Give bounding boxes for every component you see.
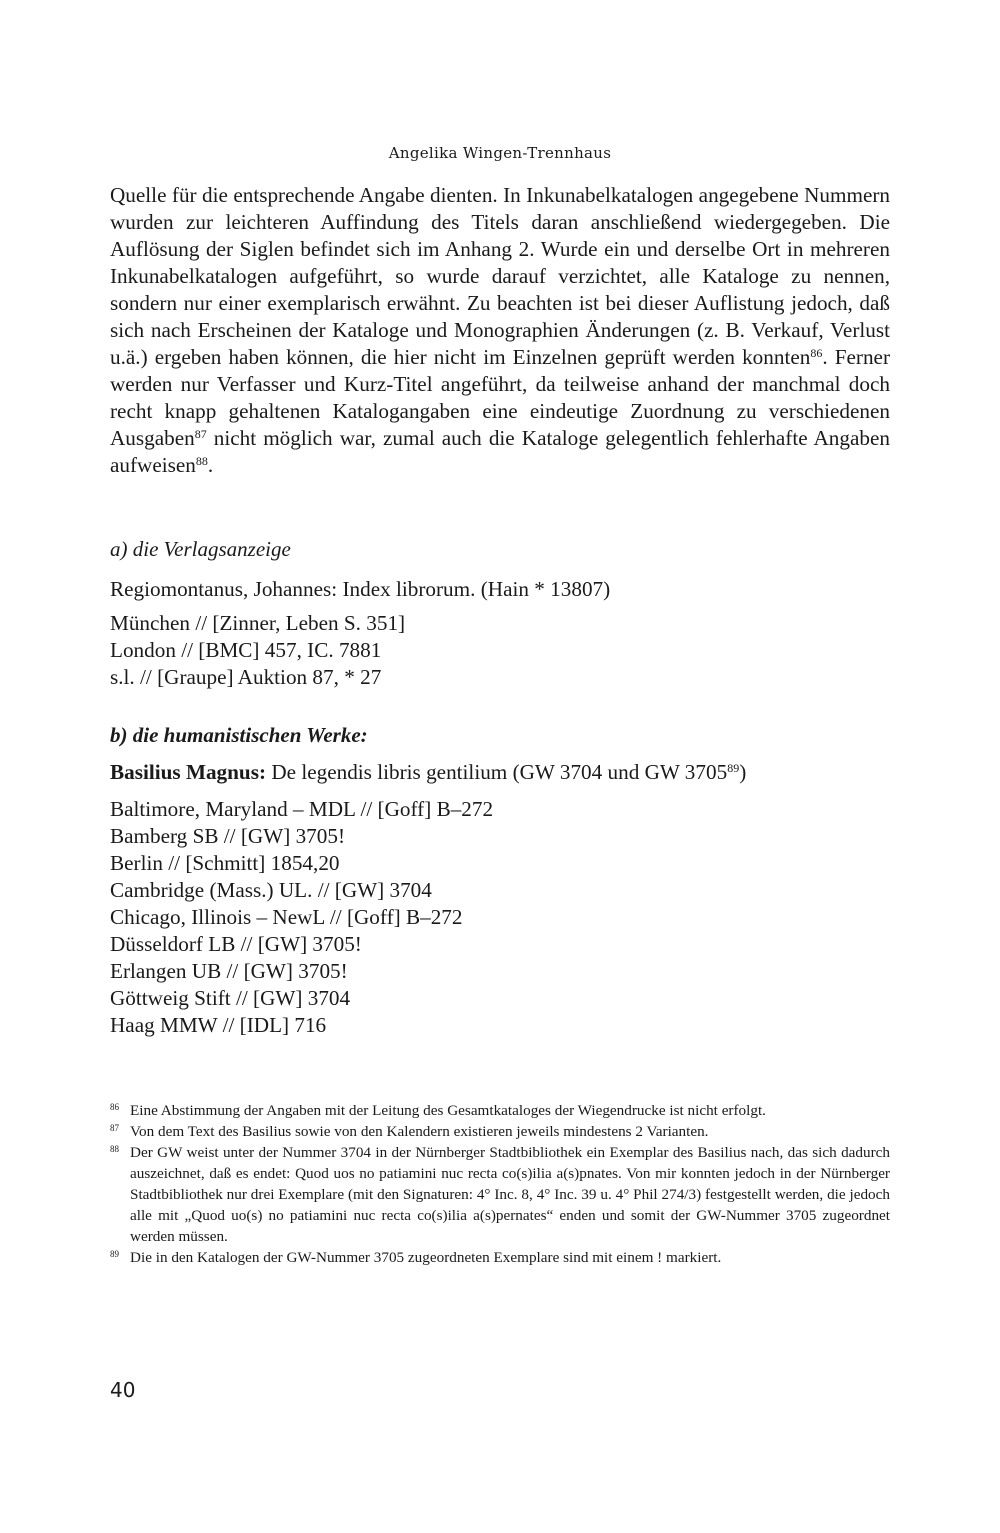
footnote-ref-89[interactable]: 89 — [727, 761, 740, 775]
footnote-text: Von dem Text des Basilius sowie von den Kalendern existieren jeweils mindestens 2 Varianten. — [130, 1123, 709, 1140]
footnote-text: Der GW weist unter der Nummer 3704 in der Nürnberger Stadtbibliothek ein Exemplar des Basilius nach, das sich dadurch auszeichnet, daß es endet: Quod uos no patiamini nuc recta co(s)ilia a(s)pnates. Von mir konnten jedoch in der Nürnberger Stadtbibliothek nur drei Exemplare (mit den Signaturen: 4° Inc. 8, 4° Inc. 39 u. 4° Phil 274/3) festgestellt werden, die jedoch alle mit „Quod uo(s) no patiamini nuc recta co(s)ilia a(s)pernates“ enden und somit der GW-Nummer 3705 zugeordnet werden müssen. — [130, 1144, 890, 1245]
footnote-87 — [110, 1121, 890, 1142]
list-item: Baltimore, Maryland – MDL // [Goff] B–272 — [110, 797, 494, 821]
paragraph-text: . — [207, 453, 214, 477]
footnote-89 — [110, 1247, 890, 1268]
section-b-title — [110, 760, 746, 785]
footnote-86 — [110, 1100, 890, 1121]
section-a-heading: a) die Verlagsanzeige — [110, 537, 291, 561]
section-b-list — [110, 796, 493, 1039]
list-item: München // [Zinner, Leben S. 351] — [110, 611, 406, 635]
list-item: Berlin // [Schmitt] 1854,20 — [110, 851, 340, 875]
footnotes — [110, 1100, 890, 1268]
section-b-heading — [110, 723, 368, 748]
paragraph-text: nicht möglich war, zumal auch die Kataloge gelegentlich fehlerhafte Angaben aufweisen — [110, 426, 890, 477]
list-item: Erlangen UB // [GW] 3705! — [110, 959, 348, 983]
work-title-end: ) — [739, 760, 747, 784]
footnote-number: 88 — [110, 1144, 119, 1154]
footnote-ref-86[interactable]: 86 — [810, 346, 823, 360]
paragraph-text: . Ferner werden nur Verfasser und Kurz-Titel angeführt, da teilweise anhand der manchmal doch recht knapp gehaltenen Katalogangaben eine eindeutige Zuordnung zu verschiedenen Ausgaben — [110, 345, 891, 450]
page-number: 40 — [110, 1378, 136, 1402]
footnote-ref-88[interactable]: 88 — [195, 454, 208, 468]
list-item: London // [BMC] 457, IC. 7881 — [110, 638, 382, 662]
list-item: Düsseldorf LB // [GW] 3705! — [110, 932, 362, 956]
footnote-number: 87 — [110, 1123, 119, 1133]
list-item: Chicago, Illinois – NewL // [Goff] B–272 — [110, 905, 463, 929]
list-item: Bamberg SB // [GW] 3705! — [110, 824, 345, 848]
list-item: Göttweig Stift // [GW] 3704 — [110, 986, 351, 1010]
list-item: s.l. // [Graupe] Auktion 87, * 27 — [110, 665, 382, 689]
list-item: Cambridge (Mass.) UL. // [GW] 3704 — [110, 878, 432, 902]
list-item: Haag MMW // [IDL] 716 — [110, 1013, 327, 1037]
paragraph-text: Quelle für die entsprechende Angabe dienten. In Inkunabelkatalogen angegebene Nummern wurden zur leichteren Auffindung des Titels daran anschließend wiedergegeben. Die Auflösung der Siglen befindet sich im Anhang 2. Wurde ein und derselbe Ort in mehreren Inkunabelkatalogen aufgeführt, so wurde darauf verzichtet, alle Kataloge zu nennen, sondern nur einer exemplarisch erwähnt. Zu beachten ist bei dieser Auflistung jedoch, daß sich nach Erscheinen der Kataloge und Monographien Änderungen (z. B. Verkauf, Verlust u.ä.) ergeben haben können, die hier nicht im Einzelnen geprüft werden konnten — [110, 183, 890, 369]
footnote-text: Eine Abstimmung der Angaben mit der Leitung des Gesamtkataloges der Wiegendrucke ist nicht erfolgt. — [130, 1102, 766, 1119]
section-b-heading-text: b) die humanistischen Werke: — [110, 723, 368, 747]
footnote-ref-87[interactable]: 87 — [194, 427, 207, 441]
section-a-list — [110, 610, 405, 691]
author-name: Basilius Magnus: — [110, 760, 267, 784]
footnote-text: Die in den Katalogen der GW-Nummer 3705 zugeordneten Exemplare sind mit einem ! markiert. — [130, 1249, 722, 1266]
work-title: De legendis libris gentilium (GW 3704 und GW 3705 — [266, 760, 728, 784]
running-head: Angelika Wingen-Trennhaus — [388, 144, 612, 162]
footnote-number: 89 — [110, 1249, 119, 1259]
body-paragraph — [110, 182, 890, 479]
footnote-number: 86 — [110, 1102, 119, 1112]
section-a-title: Regiomontanus, Johannes: Index librorum. (Hain * 13807) — [110, 577, 611, 601]
footnote-88 — [110, 1142, 890, 1247]
